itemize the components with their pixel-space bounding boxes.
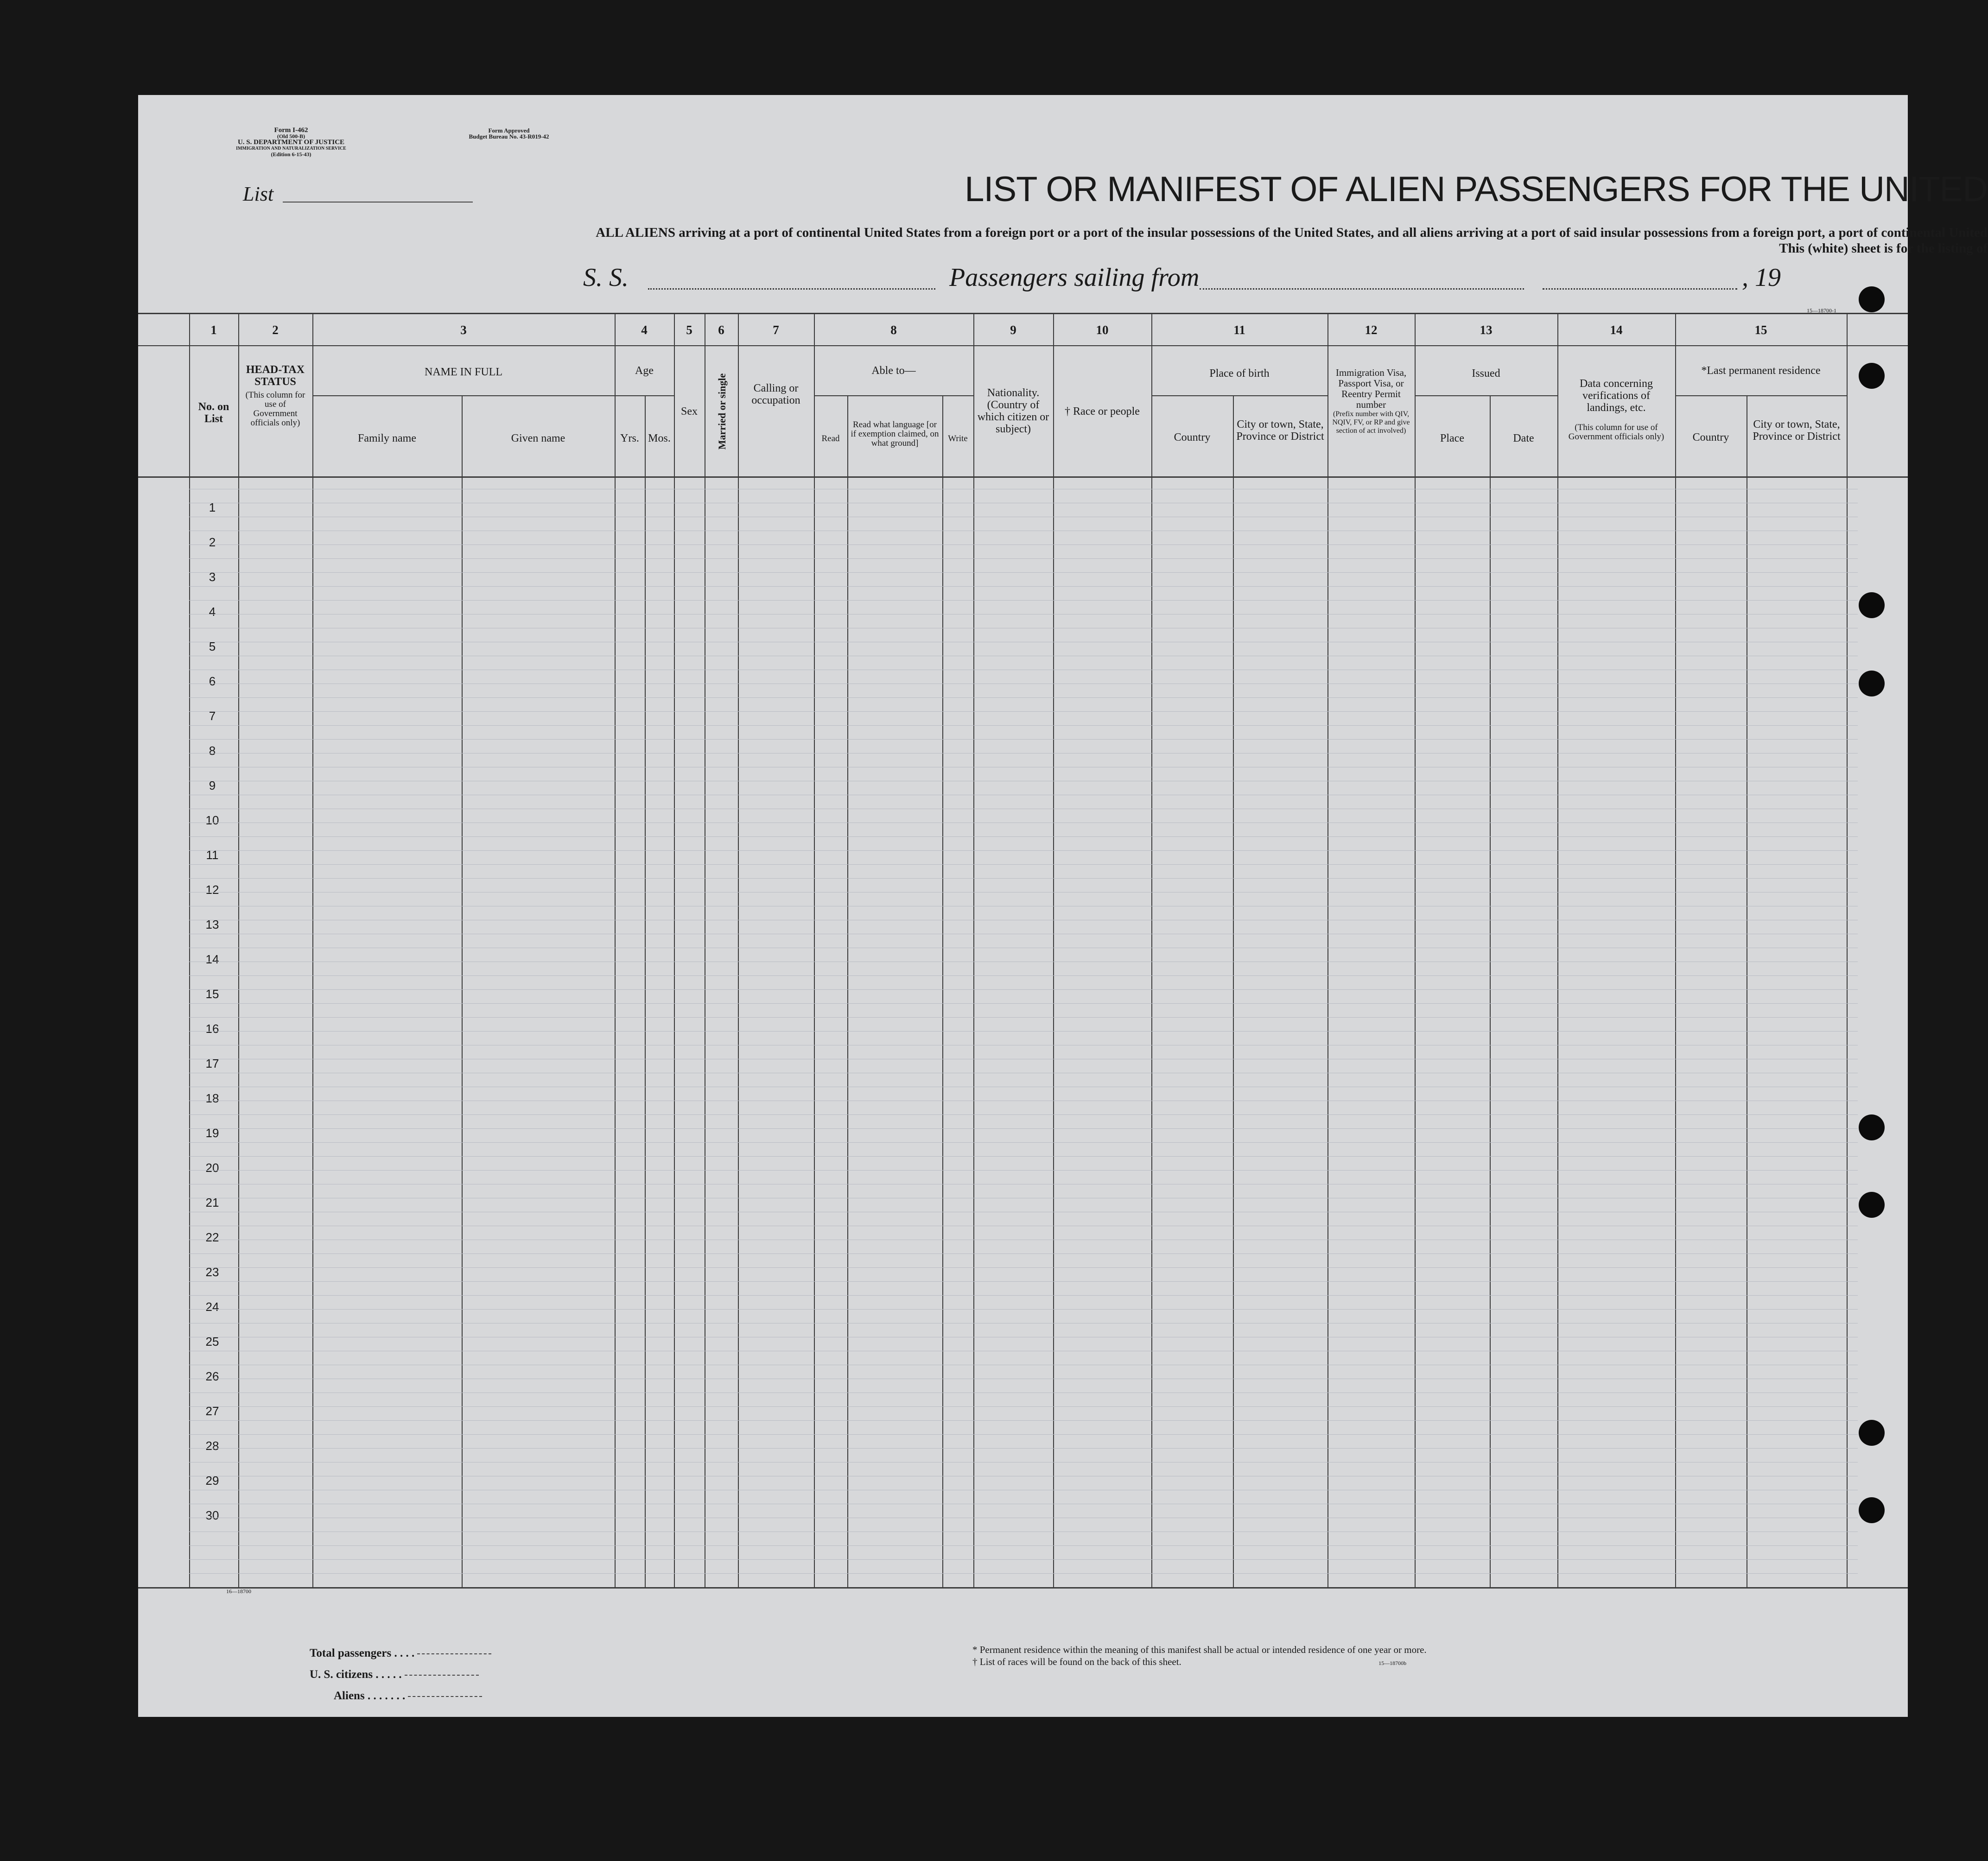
- ruled-line: [189, 850, 1858, 851]
- ruled-line: [189, 1420, 1858, 1421]
- header-age: Age: [635, 365, 654, 377]
- row-number: 28: [205, 1439, 219, 1453]
- header-read: Read: [821, 434, 840, 443]
- aliens: Aliens . . . . . . .: [310, 1685, 491, 1707]
- header-visa: Immigration Visa, Passport Visa, or Reentry Permit number: [1335, 367, 1407, 410]
- ruled-line: [189, 1017, 1858, 1018]
- notice-line-1: ALL ALIENS arriving at a port of continental United States from a foreign port or a port of the insular possessions of the United States, and all aliens arriving at a port of said insular possessions from a foreign port, a port of continental United: [596, 225, 1988, 240]
- punch-hole: [1859, 363, 1885, 389]
- row-number: 17: [205, 1057, 219, 1070]
- column-number: 3: [460, 323, 467, 337]
- sailing-port-field[interactable]: [1200, 288, 1524, 290]
- row-number: 16: [205, 1022, 219, 1036]
- notice-line-2: This (white) sheet is for the listing of: [1779, 241, 1988, 256]
- row-number: 15: [205, 987, 219, 1001]
- row-number: 6: [209, 674, 216, 688]
- approval-text: Form Approved: [488, 127, 530, 134]
- row-number: 11: [206, 848, 219, 862]
- sailing-label: Passengers sailing from: [949, 263, 1200, 292]
- ruled-line: [189, 836, 1858, 837]
- service: IMMIGRATION AND NATURALIZATION SERVICE: [236, 146, 346, 151]
- ruled-line: [189, 1267, 1858, 1268]
- ruled-line: [189, 1128, 1858, 1129]
- ruled-line: [189, 697, 1858, 698]
- punch-hole: [1859, 671, 1885, 696]
- ruled-line: [189, 892, 1858, 893]
- ship-row: [583, 263, 1974, 300]
- form-code-bottom: 16—18700: [226, 1588, 251, 1595]
- column-number: 7: [773, 323, 779, 337]
- punch-hole: [1859, 1192, 1885, 1218]
- form-number: Form I-462: [274, 127, 308, 134]
- row-number: 1: [209, 500, 216, 514]
- header-given-name: Given name: [511, 432, 565, 444]
- form-identifier: [217, 127, 365, 158]
- row-number: 23: [205, 1265, 219, 1279]
- list-number-field[interactable]: [283, 202, 473, 203]
- ruled-line: [189, 1434, 1858, 1435]
- column-number: 15: [1754, 323, 1767, 337]
- totals-block: [310, 1643, 491, 1707]
- column-number: 13: [1480, 323, 1493, 337]
- row-number: 9: [209, 779, 216, 792]
- row-number: 27: [205, 1404, 219, 1418]
- row-number: 29: [205, 1474, 219, 1488]
- row-number: 25: [205, 1335, 219, 1348]
- ruled-line: [189, 739, 1858, 740]
- sailing-date-field[interactable]: [1543, 288, 1737, 290]
- header-last-residence: *Last permanent residence: [1701, 365, 1821, 377]
- header-calling: Calling or occupation: [751, 382, 800, 406]
- footnotes: [972, 1644, 1427, 1669]
- ruled-line: [189, 600, 1858, 601]
- row-number: 19: [205, 1126, 219, 1140]
- row-number: 13: [205, 918, 219, 931]
- ruled-line: [189, 1295, 1858, 1296]
- ruled-line: [189, 1156, 1858, 1157]
- total-passengers-label: Total passengers: [310, 1647, 392, 1659]
- ruled-line: [189, 711, 1858, 712]
- ruled-line: [189, 1448, 1858, 1449]
- ruled-line: [189, 1114, 1858, 1115]
- ruled-line: [189, 558, 1858, 559]
- footnote-permanent: * Permanent residence within the meaning of this manifest shall be actual or intended residence of one year or more.: [972, 1644, 1427, 1655]
- header-write: Write: [948, 434, 968, 443]
- header-married: Married or single: [716, 373, 728, 450]
- ruled-line: [189, 1573, 1858, 1574]
- header-race: † Race or people: [1065, 405, 1140, 418]
- list-label: List: [243, 183, 274, 205]
- total-passengers: Total passengers . . . .: [310, 1643, 491, 1664]
- row-number: 10: [205, 813, 219, 827]
- column-number: 4: [641, 323, 648, 337]
- footnote-code: 15—18700b: [1378, 1660, 1407, 1666]
- column-number: 6: [718, 323, 724, 337]
- header-birth-country: Country: [1174, 431, 1211, 443]
- row-number: 20: [205, 1161, 219, 1175]
- header-issued: Issued: [1472, 367, 1500, 380]
- punch-hole: [1859, 1114, 1885, 1140]
- department: U. S. DEPARTMENT OF JUSTICE: [237, 139, 345, 146]
- ruled-line: [189, 864, 1858, 865]
- ruled-line: [189, 1142, 1858, 1143]
- ruled-line: [189, 1406, 1858, 1407]
- column-number: 8: [890, 323, 897, 337]
- punch-hole: [1859, 286, 1885, 312]
- ruled-line: [189, 1309, 1858, 1310]
- ruled-line: [189, 1003, 1858, 1004]
- row-number: 8: [209, 744, 216, 758]
- header-residence-country: Country: [1692, 431, 1729, 443]
- row-number: 21: [205, 1196, 219, 1209]
- ruled-line: [189, 725, 1858, 726]
- row-number: 12: [205, 883, 219, 897]
- header-yrs: Yrs.: [620, 432, 639, 444]
- budget-number: Budget Bureau No. 43-R019-42: [469, 133, 549, 140]
- row-number: 22: [205, 1230, 219, 1244]
- page-title: LIST OR MANIFEST OF ALIEN PASSENGERS FOR THE UNITED: [965, 170, 1988, 209]
- edition: (Edition 6-15-43): [271, 151, 311, 158]
- notice: [333, 225, 1988, 256]
- ss-label: S. S.: [583, 263, 629, 292]
- row-number: 2: [209, 535, 216, 549]
- header-verifications: Data concerning verifications of landings, etc.: [1580, 378, 1653, 414]
- ruled-line: [189, 878, 1858, 879]
- ship-name-field[interactable]: [648, 288, 935, 290]
- column-number: 12: [1365, 323, 1378, 337]
- ruled-line: [189, 1559, 1858, 1560]
- header-mos: Mos.: [648, 432, 671, 444]
- form-old-number: (Old 500-B): [277, 133, 305, 139]
- header-place-of-birth: Place of birth: [1209, 367, 1270, 380]
- column-number: 5: [686, 323, 692, 337]
- row-number: 26: [205, 1369, 219, 1383]
- punch-hole: [1859, 1497, 1885, 1523]
- ruled-line: [189, 1545, 1858, 1546]
- aliens-field[interactable]: [408, 1696, 482, 1697]
- column-number: 11: [1233, 323, 1245, 337]
- us-citizens-field[interactable]: [405, 1675, 479, 1676]
- header-head-tax-note: (This column for use of Government officials only): [245, 390, 305, 428]
- column-number: 1: [210, 323, 217, 337]
- ruled-line: [189, 989, 1858, 990]
- us-citizens-label: U. S. citizens: [310, 1668, 373, 1681]
- ruled-line: [189, 1031, 1858, 1032]
- aliens-label: Aliens: [334, 1690, 365, 1702]
- header-family-name: Family name: [358, 432, 416, 444]
- header-residence-city: City or town, State, Province or District: [1753, 418, 1841, 443]
- row-number: 4: [209, 605, 216, 619]
- form-code-top: 15—18700-1: [1807, 307, 1836, 314]
- row-number: 24: [205, 1300, 219, 1314]
- ruled-line: [189, 1170, 1858, 1171]
- column-number: 2: [272, 323, 279, 337]
- header-read-language: Read what language [or if exemption claimed, on what ground]: [851, 420, 939, 448]
- column-number: 9: [1010, 323, 1016, 337]
- header-head-tax: HEAD-TAX STATUS: [246, 364, 305, 388]
- row-number: 3: [209, 570, 216, 584]
- row-number: 14: [205, 952, 219, 966]
- header-visa-note: (Prefix number with QIV, NQIV, FV, or RP and give section of act involved): [1332, 410, 1410, 435]
- header-birth-city: City or town, State, Province or District: [1236, 418, 1324, 443]
- row-number: 5: [209, 639, 216, 653]
- header-no-on-list: No. on List: [198, 401, 229, 425]
- column-number: 10: [1096, 323, 1109, 337]
- punch-hole: [1859, 1420, 1885, 1446]
- header-issued-place: Place: [1440, 432, 1464, 444]
- header-sex: Sex: [681, 405, 698, 418]
- row-number: 18: [205, 1091, 219, 1105]
- ruled-line: [189, 975, 1858, 976]
- header-able-to: Able to—: [871, 365, 916, 377]
- header-issued-date: Date: [1513, 432, 1534, 444]
- header-verifications-note: (This column for use of Government officials only): [1568, 423, 1664, 442]
- punch-hole: [1859, 592, 1885, 618]
- row-number: 30: [205, 1508, 219, 1522]
- row-number: 7: [209, 709, 216, 723]
- header-nationality: Nationality. (Country of which citizen or subject): [977, 387, 1049, 435]
- ruled-line: [189, 1281, 1858, 1282]
- ruled-line: [189, 572, 1858, 573]
- ruled-line: [189, 1253, 1858, 1254]
- ruled-line: [189, 586, 1858, 587]
- us-citizens: U. S. citizens . . . . .: [310, 1664, 491, 1685]
- ruled-line: [189, 544, 1858, 545]
- footnote-races: † List of races will be found on the back of this sheet.: [972, 1656, 1181, 1667]
- total-passengers-field[interactable]: [417, 1653, 491, 1654]
- header-name-in-full: NAME IN FULL: [425, 366, 502, 378]
- year-label: , 19: [1742, 263, 1781, 292]
- manifest-table: [138, 313, 1908, 1684]
- column-number: 14: [1610, 323, 1623, 337]
- form-approval: [435, 127, 583, 139]
- manifest-sheet: [138, 95, 1988, 1717]
